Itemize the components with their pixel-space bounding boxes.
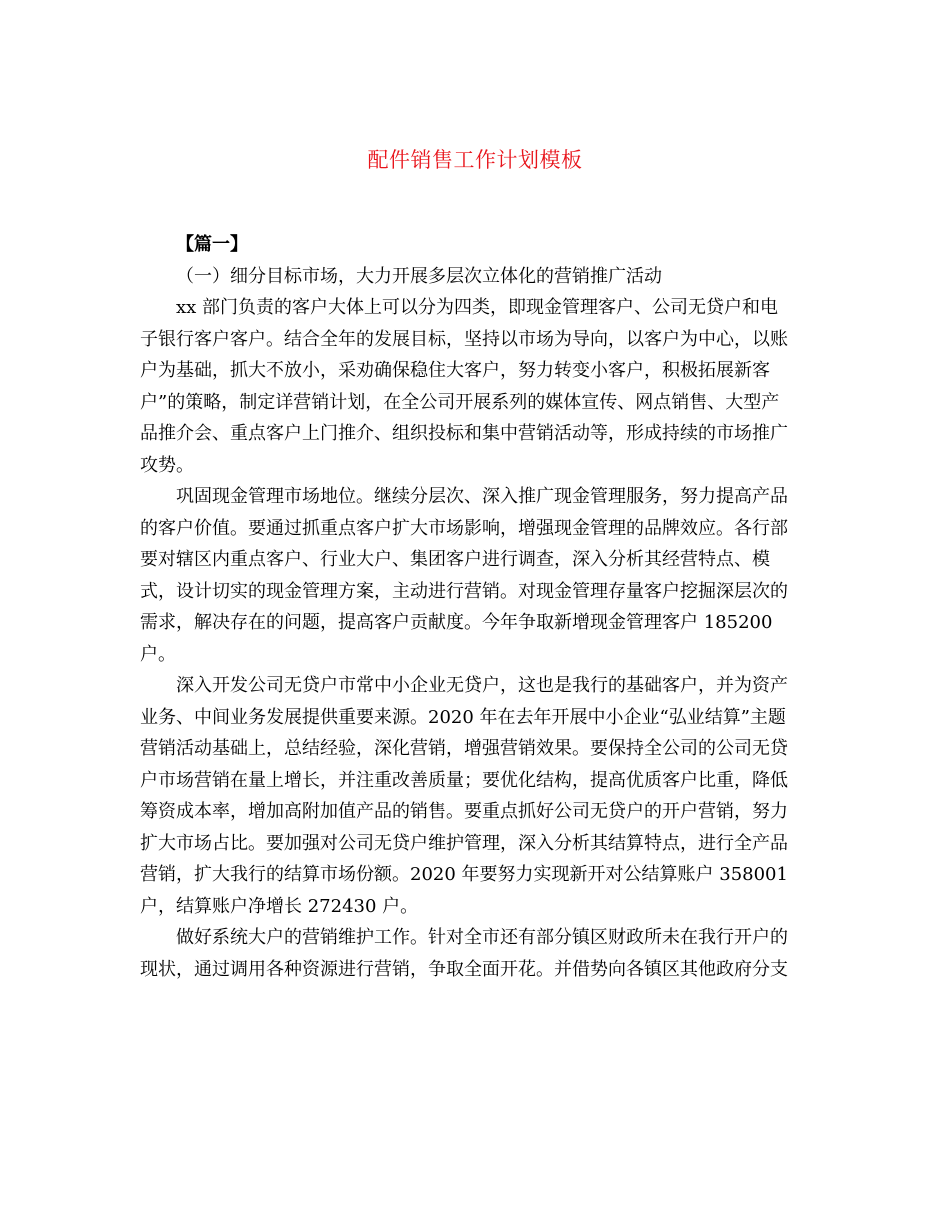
- paragraph: [140, 922, 812, 985]
- paragraph-line: 户”的策略，制定详营销计划，在全公司开展系列的媒体宣传、网点销售、大型产: [140, 391, 780, 413]
- paragraph-line: 户为基础，抓大不放小，采劝确保稳住大客户，努力转变小客户，积极拓展新客: [140, 360, 770, 381]
- paragraph-line: 扩大市场占比。要加强对公司无贷户维护管理，深入分析其结算特点，进行全产品: [140, 832, 788, 854]
- paragraph-line: 筹资成本率，增加高附加值产品的销售。要重点抓好公司无贷户的开户营销，努力: [140, 801, 788, 822]
- section-heading: 【篇一】: [176, 234, 248, 255]
- subsection-heading: （一）细分目标市场，大力开展多层次立体化的营销推广活动: [176, 265, 662, 287]
- paragraph-line: 户。: [140, 643, 176, 665]
- paragraph-line: 户，结算账户净增长 272430 户。: [140, 895, 419, 917]
- paragraph-line: 攻势。: [140, 454, 194, 476]
- paragraph: [140, 481, 812, 670]
- paragraph-line: 巩固现金管理市场地位。继续分层次、深入推广现金管理服务，努力提高产品: [176, 486, 788, 507]
- paragraph: [140, 670, 812, 922]
- paragraph-line: 营销活动基础上，总结经验，深化营销，增强营销效果。要保持全公司的公司无贷: [140, 738, 788, 759]
- paragraph-line: 营销，扩大我行的结算市场份额。2020 年要努力实现新开对公结算账户 358001: [140, 864, 788, 885]
- paragraph-line: 户市场营销在量上增长，并注重改善质量；要优化结构，提高优质客户比重，降低: [140, 769, 788, 791]
- paragraph-line: 深入开发公司无贷户市常中小企业无贷户，这也是我行的基础客户，并为资产: [176, 675, 788, 696]
- paragraph-line: 的客户价值。要通过抓重点客户扩大市场影响，增强现金管理的品牌效应。各行部: [140, 517, 788, 539]
- paragraph-line: xx 部门负责的客户大体上可以分为四类，即现金管理客户、公司无贷户和电: [176, 297, 779, 318]
- paragraph-line: 现状，通过调用各种资源进行营销，争取全面开花。并借势向各镇区其他政府分支: [140, 958, 788, 980]
- document-title: 配件销售工作计划模板: [367, 148, 583, 172]
- paragraph-line: 业务、中间业务发展提供重要来源。2020 年在去年开展中小企业“弘业结算”主题: [140, 706, 786, 728]
- paragraph-line: 品推介会、重点客户上门推介、组织投标和集中营销活动等，形成持续的市场推广: [140, 423, 788, 444]
- paragraph-line: 式，设计切实的现金管理方案，主动进行营销。对现金管理存量客户挖掘深层次的: [140, 580, 788, 602]
- paragraph-line: 子银行客户客户。结合全年的发展目标，坚持以市场为导向，以客户为中心，以账: [140, 328, 788, 350]
- paragraph: [140, 292, 812, 481]
- paragraph-line: 做好系统大户的营销维护工作。针对全市还有部分镇区财政所未在我行开户的: [176, 927, 788, 948]
- paragraph-line: 要对辖区内重点客户、行业大户、集团客户进行调查，深入分析其经营特点、模: [140, 549, 770, 570]
- paragraph-line: 需求，解决存在的问题，提高客户贡献度。今年争取新增现金管理客户 185200: [140, 612, 773, 633]
- document-body: [140, 229, 812, 985]
